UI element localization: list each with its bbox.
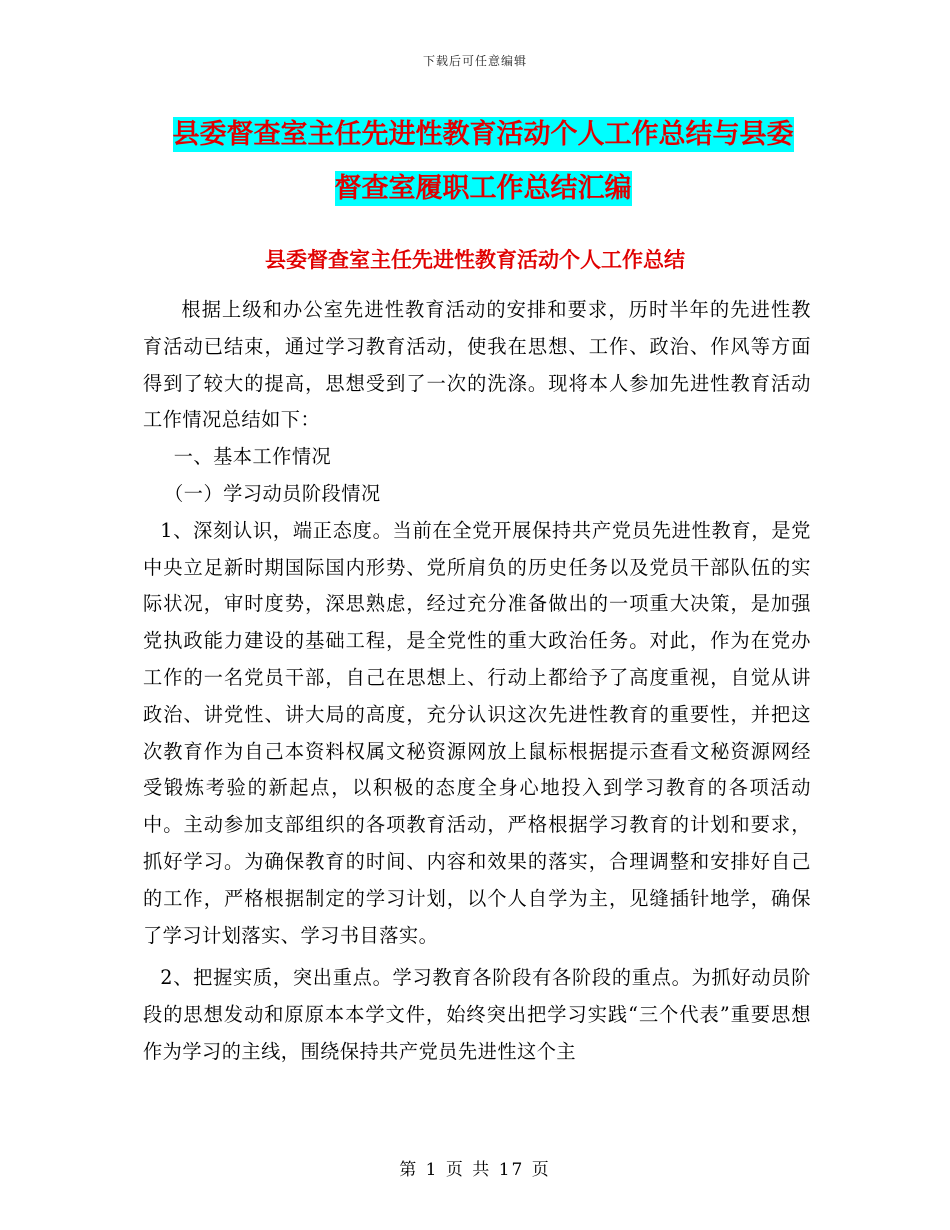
document-title-line-2: 督查室履职工作总结汇编 (334, 173, 632, 204)
paragraph-item-1: 1、深刻认识，端正态度。当前在全党开展保持共产党员先进性教育，是党中央立足新时期国际国内形势、党所肩负的历史任务以及党员干部队伍的实际状况，审时度势，深思熟虑，经过充分准备做出的一项重大决策，是加强党执政能力建设的基础工程，是全党性的重大政治任务。对此，作为在党办工作的一名党员干部，自己在思想上、行动上都给予了高度重视，自觉从讲政治、讲党性、讲大局的高度，充分认识这次先进性教育的重要性，并把这次教育作为自己本资料权属文秘资源网放上鼠标根据提示查看文秘资源网经受锻炼考验的新起点，以积极的态度全身心地投入到学习教育的各项活动中。主动参加支部组织的各项教育活动，严格根据学习教育的计划和要求，抓好学习。为确保教育的时间、内容和效果的落实，合理调整和安排好自己的工作，严格根据制定的学习计划，以个人自学为主，见缝插针地学，确保了学习计划落实、学习书目落实。 (143, 518, 811, 947)
heading-basic-work: 一、基本工作情况 (173, 445, 332, 469)
paragraph-item-2: 2、把握实质，突出重点。学习教育各阶段有各阶段的重点。为抓好动员阶段的思想发动和原原本本学文件，始终突出把学习实践“三个代表”重要思想作为学习的主线，围绕保持共产党员先进性这个主 (143, 966, 811, 1063)
document-title-line-1: 县委督查室主任先进性教育活动个人工作总结与县委 (172, 119, 794, 150)
header-note: 下载后可任意编辑 (422, 54, 527, 68)
section-title: 县委督查室主任先进性教育活动个人工作总结 (265, 247, 685, 272)
page-number: 第 1 页 共 17 页 (399, 1160, 551, 1180)
document-title (143, 108, 823, 216)
subheading-study-stage: （一）学习动员阶段情况 (164, 481, 381, 505)
document-body (143, 292, 811, 1071)
paragraph-intro: 根据上级和办公室先进性教育活动的安排和要求，历时半年的先进性教育活动已结束，通过学习教育活动，使我在思想、工作、政治、作风等方面得到了较大的提高，思想受到了一次的洗涤。现将本人参加先进性教育活动工作情况总结如下： (143, 298, 811, 432)
